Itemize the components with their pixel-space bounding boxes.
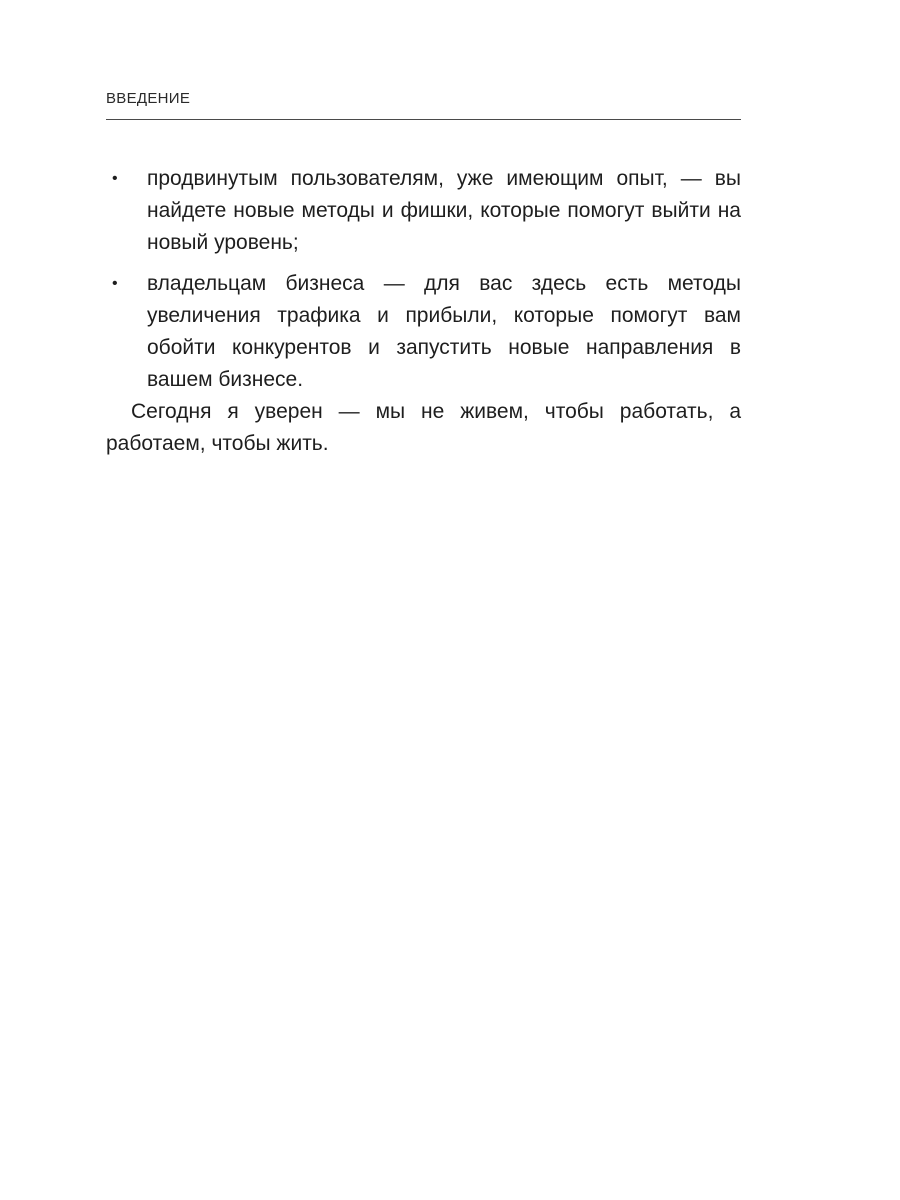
bullet-icon: • — [112, 275, 118, 292]
bullet-text: продвинутым пользователям, уже имеющим опыт, — вы найдете новые методы и фишки, которые помогут выйти на новый уровень; — [147, 167, 741, 254]
running-head — [106, 88, 741, 124]
page-body — [106, 163, 741, 481]
header-divider — [106, 119, 741, 120]
bullet-item-business-owners — [106, 268, 741, 396]
bullet-text: владельцам бизнеса — для вас здесь есть методы увеличения трафика и прибыли, которые помогут вам обойти конкурентов и запустить новые направления в вашем бизнесе. — [147, 272, 741, 391]
bullet-icon: • — [112, 170, 118, 187]
chapter-title: ВВЕДЕНИЕ — [106, 90, 191, 107]
bullet-item-advanced-users — [106, 163, 741, 259]
closing-paragraph: Сегодня я уверен — мы не живем, чтобы работать, а работаем, чтобы жить. — [106, 400, 741, 455]
